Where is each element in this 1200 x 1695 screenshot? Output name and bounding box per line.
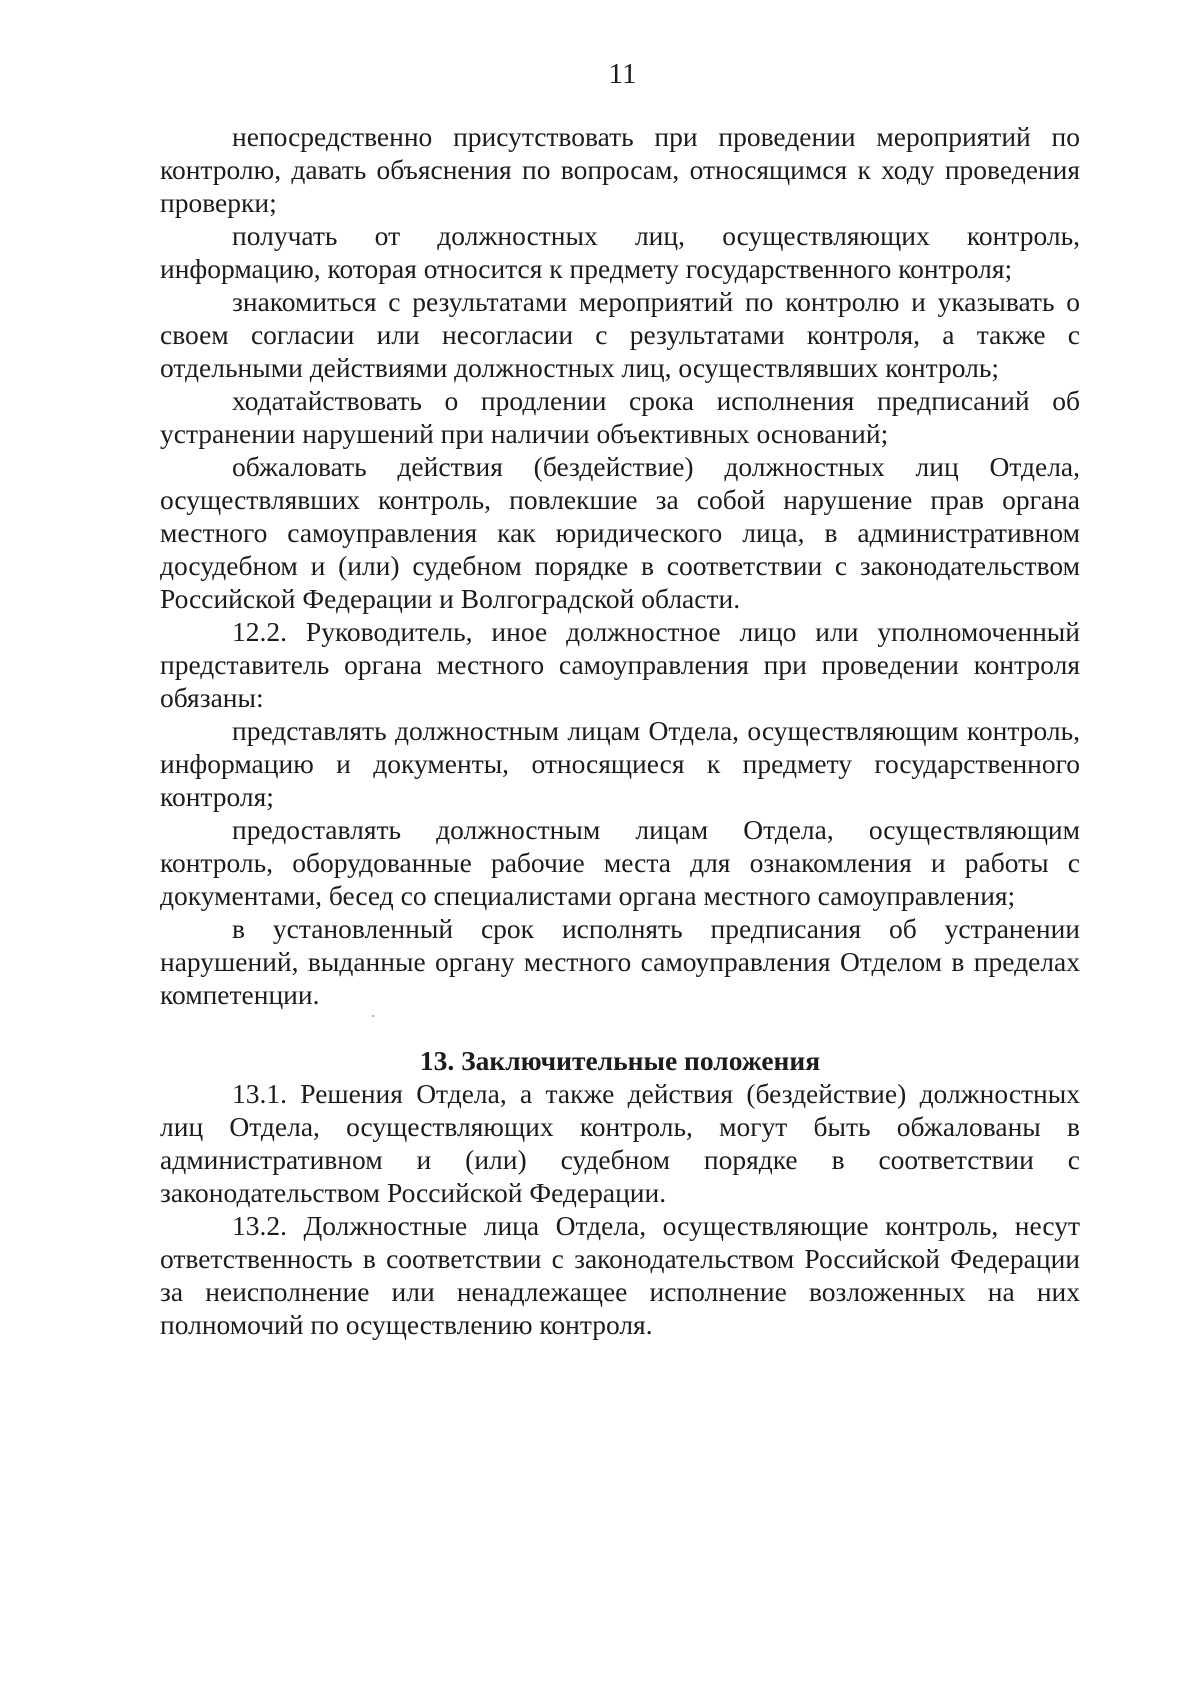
paragraph-right-attend: непосредственно присутствовать при проведении мероприятий по контролю, давать объяснения по вопросам, относящимся к ходу проведения проверки; xyxy=(160,121,1080,218)
page-number: 11 xyxy=(608,58,637,90)
paragraph-13-2: 13.2. Должностные лица Отдела, осуществляющие контроль, несут ответственность в соответствии с законодательством Российской Федерации за неисполнение или ненадлежащее исполнение возложенных на них полномочий по осуществлению контроля. xyxy=(160,1210,1080,1340)
paragraph-right-receive-info: получать от должностных лиц, осуществляющих контроль, информацию, которая относится к предмету государственного контроля; xyxy=(160,220,1080,284)
paragraph-12-2: 12.2. Руководитель, иное должностное лицо или уполномоченный представитель органа местного самоуправления при проведении контроля обязаны: xyxy=(160,616,1080,713)
paragraph-duty-execute-orders: в установленный срок исполнять предписания об устранении нарушений, выданные органу местного самоуправления Отделом в пределах компетенции. xyxy=(160,913,1080,1010)
document-body xyxy=(160,120,1080,1341)
paragraph-duty-provide-info: представлять должностным лицам Отдела, осуществляющим контроль, информацию и документы, относящиеся к предмету государственного контроля; xyxy=(160,715,1080,812)
scan-speck xyxy=(372,1015,374,1017)
paragraph-duty-workplaces: предоставлять должностным лицам Отдела, осуществляющим контроль, оборудованные рабочие места для ознакомления и работы с документами, бесед со специалистами органа местного самоуправления; xyxy=(160,814,1080,911)
section-heading: 13. Заключительные положения xyxy=(419,1045,821,1076)
paragraph-13-1: 13.1. Решения Отдела, а также действия (бездействие) должностных лиц Отдела, осуществляющих контроль, могут быть обжалованы в административном и (или) судебном порядке в соответствии с законодательством Российской Федерации. xyxy=(160,1078,1080,1208)
paragraph-right-petition: ходатайствовать о продлении срока исполнения предписаний об устранении нарушений при наличии объективных оснований; xyxy=(160,385,1080,449)
paragraph-right-appeal: обжаловать действия (бездействие) должностных лиц Отдела, осуществлявших контроль, повлекшие за собой нарушение прав органа местного самоуправления как юридического лица, в административном досудебном и (или) судебном порядке в соответствии с законодательством Российской Федерации и Волгоградской области. xyxy=(160,451,1080,614)
paragraph-right-review-results: знакомиться с результатами мероприятий по контролю и указывать о своем согласии или несогласии с результатами контроля, а также с отдельными действиями должностных лиц, осуществлявших контроль; xyxy=(160,286,1080,383)
